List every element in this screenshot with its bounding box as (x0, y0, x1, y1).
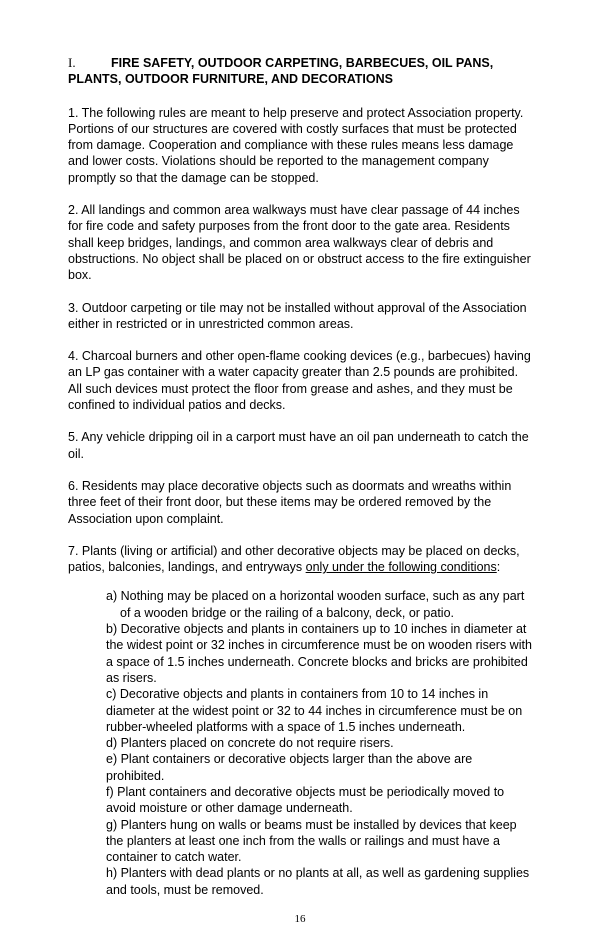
condition-item: a) Nothing may be placed on a horizontal wooden surface, such as any part of a wooden bridge or the railing of a balcony, deck, or patio. (106, 589, 525, 620)
condition-item: d) Planters placed on concrete do not require risers. (106, 736, 394, 751)
section-title: FIRE SAFETY, OUTDOOR CARPETING, BARBECUES, OIL PANS, PLANTS, OUTDOOR FURNITURE, AND DECORATIONS (68, 56, 494, 87)
paragraph-4: 4. Charcoal burners and other open-flame cooking devices (e.g., barbecues) having an LP gas container with a water capacity greater than 2.5 pounds are prohibited. All such devices must protect the floor from grease and ashes, and they must be confined to individual patios and decks. (68, 349, 531, 413)
paragraph-7-lead: 7. Plants (living or artificial) and other decorative objects may be placed on decks, patios, balconies, landings, and entryways (68, 543, 520, 575)
paragraph-7 (68, 543, 534, 576)
section-heading (68, 55, 534, 88)
condition-item: e) Plant containers or decorative objects larger than the above are prohibited. (106, 752, 473, 783)
paragraph-3: 3. Outdoor carpeting or tile may not be installed without approval of the Association either in restricted or in unrestricted common areas. (68, 300, 527, 331)
condition-item: f) Plant containers and decorative objects must be periodically moved to avoid moisture or other damage underneath. (106, 784, 505, 816)
paragraph-5: 5. Any vehicle dripping oil in a carport must have an oil pan underneath to catch the oil. (68, 430, 529, 461)
section-number: I. (68, 55, 76, 70)
conditions-list (68, 588, 534, 898)
condition-item: c) Decorative objects and plants in containers from 10 to 14 inches in diameter at the widest point or 32 to 44 inches in circumference must be on rubber-wheeled platforms with a space of 1.5 inches underneath. (106, 687, 523, 734)
condition-item: g) Planters hung on walls or beams must be installed by devices that keep the planters at least one inch from the walls or railings and must have a container to catch water. (106, 817, 517, 865)
condition-item: h) Planters with dead plants or no plants at all, as well as gardening supplies and tools, must be removed. (106, 866, 530, 897)
paragraph-1: 1. The following rules are meant to help preserve and protect Association property. Portions of our structures are covered with costly surfaces that must be protected from damage. Cooperation and compliance with these rules means less damage and lower costs. Violations should be reported to the management company promptly so that the damage can be stopped. (68, 105, 524, 185)
condition-item: b) Decorative objects and plants in containers up to 10 inches in diameter at the widest point or 32 inches in circumference must be on wooden risers with a space of 1.5 inches underneath. Concrete blocks and bricks are prohibited as risers. (106, 622, 532, 685)
document-page (68, 0, 534, 898)
page-number: 16 (294, 913, 306, 926)
paragraph-7-tail: : (496, 560, 501, 575)
conditions-phrase: only under the following conditions (305, 560, 497, 575)
paragraph-6: 6. Residents may place decorative objects such as doormats and wreaths within three feet of their front door, but these items may be ordered removed by the Association upon complaint. (68, 478, 512, 526)
paragraph-2: 2. All landings and common area walkways must have clear passage of 44 inches for fire code and safety purposes from the front door to the gate area. Residents shall keep bridges, landings, and common area walkways clear of debris and obstructions. No object shall be placed on or obstruct access to the fire extinguisher box. (68, 203, 531, 283)
